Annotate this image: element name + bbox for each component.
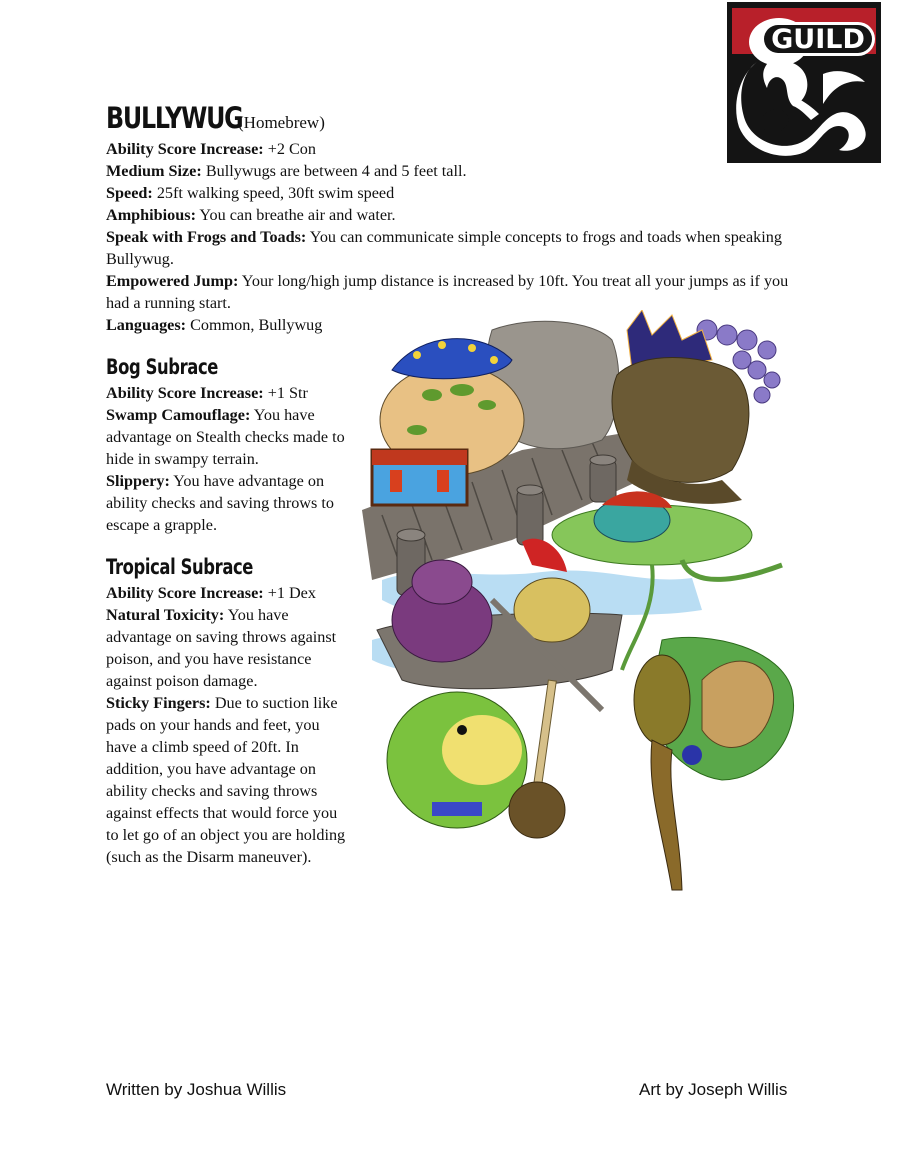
trait-ability-score: Ability Score Increase: +2 Con bbox=[106, 140, 316, 158]
svg-text:GUILD: GUILD bbox=[771, 24, 865, 55]
tropical-subrace-heading: Tropical Subrace bbox=[106, 555, 254, 579]
frogs-artwork-icon bbox=[362, 310, 802, 895]
footer-author: Written by Joshua Willis bbox=[106, 1080, 287, 1099]
page-title: BULLYWUG bbox=[106, 101, 243, 135]
tropical-trait-ability: Ability Score Increase: +1 Dex bbox=[106, 584, 316, 602]
bog-trait-slippery: Slippery: You have advantage on ability checks and saving throws to escape a grapple. bbox=[106, 472, 334, 534]
bog-trait-ability: Ability Score Increase: +1 Str bbox=[106, 384, 308, 402]
dragon-ampersand-icon bbox=[727, 2, 881, 163]
tropical-trait-toxicity: Natural Toxicity: You have advantage on saving throws against poison, and you have resistance against poison damage. bbox=[106, 606, 337, 690]
trait-speed: Speed: 25ft walking speed, 30ft swim speed bbox=[106, 184, 395, 202]
trait-empowered-jump: Empowered Jump: Your long/high jump distance is increased by 10ft. You treat all your jumps as if you had a running start. bbox=[106, 272, 789, 312]
footer-artist: Art by Joseph Willis bbox=[639, 1080, 788, 1099]
guild-logo bbox=[727, 2, 881, 163]
trait-amphibious: Amphibious: You can breathe air and water. bbox=[106, 206, 396, 224]
trait-languages: Languages: Common, Bullywug bbox=[106, 316, 323, 334]
tropical-trait-sticky-fingers: Sticky Fingers: Due to suction like pads on your hands and feet, you have a climb speed of 20ft. In addition, you have advantage on ability checks and saving throws against effects that would force you to let go of an object you are holding (such as the Disarm maneuver). bbox=[106, 694, 346, 866]
trait-speak-frogs: Speak with Frogs and Toads: You can communicate simple concepts to frogs and toads when speaking Bullywug. bbox=[106, 228, 782, 268]
bullywug-illustration bbox=[362, 310, 802, 895]
page-title-row bbox=[106, 101, 325, 135]
page-subtitle: (Homebrew) bbox=[238, 113, 325, 132]
trait-medium-size: Medium Size: Bullywugs are between 4 and 5 feet tall. bbox=[106, 162, 467, 180]
bog-trait-camouflage: Swamp Camouflage: You have advantage on Stealth checks made to hide in swampy terrain. bbox=[106, 406, 345, 468]
bog-subrace-heading: Bog Subrace bbox=[106, 355, 219, 379]
